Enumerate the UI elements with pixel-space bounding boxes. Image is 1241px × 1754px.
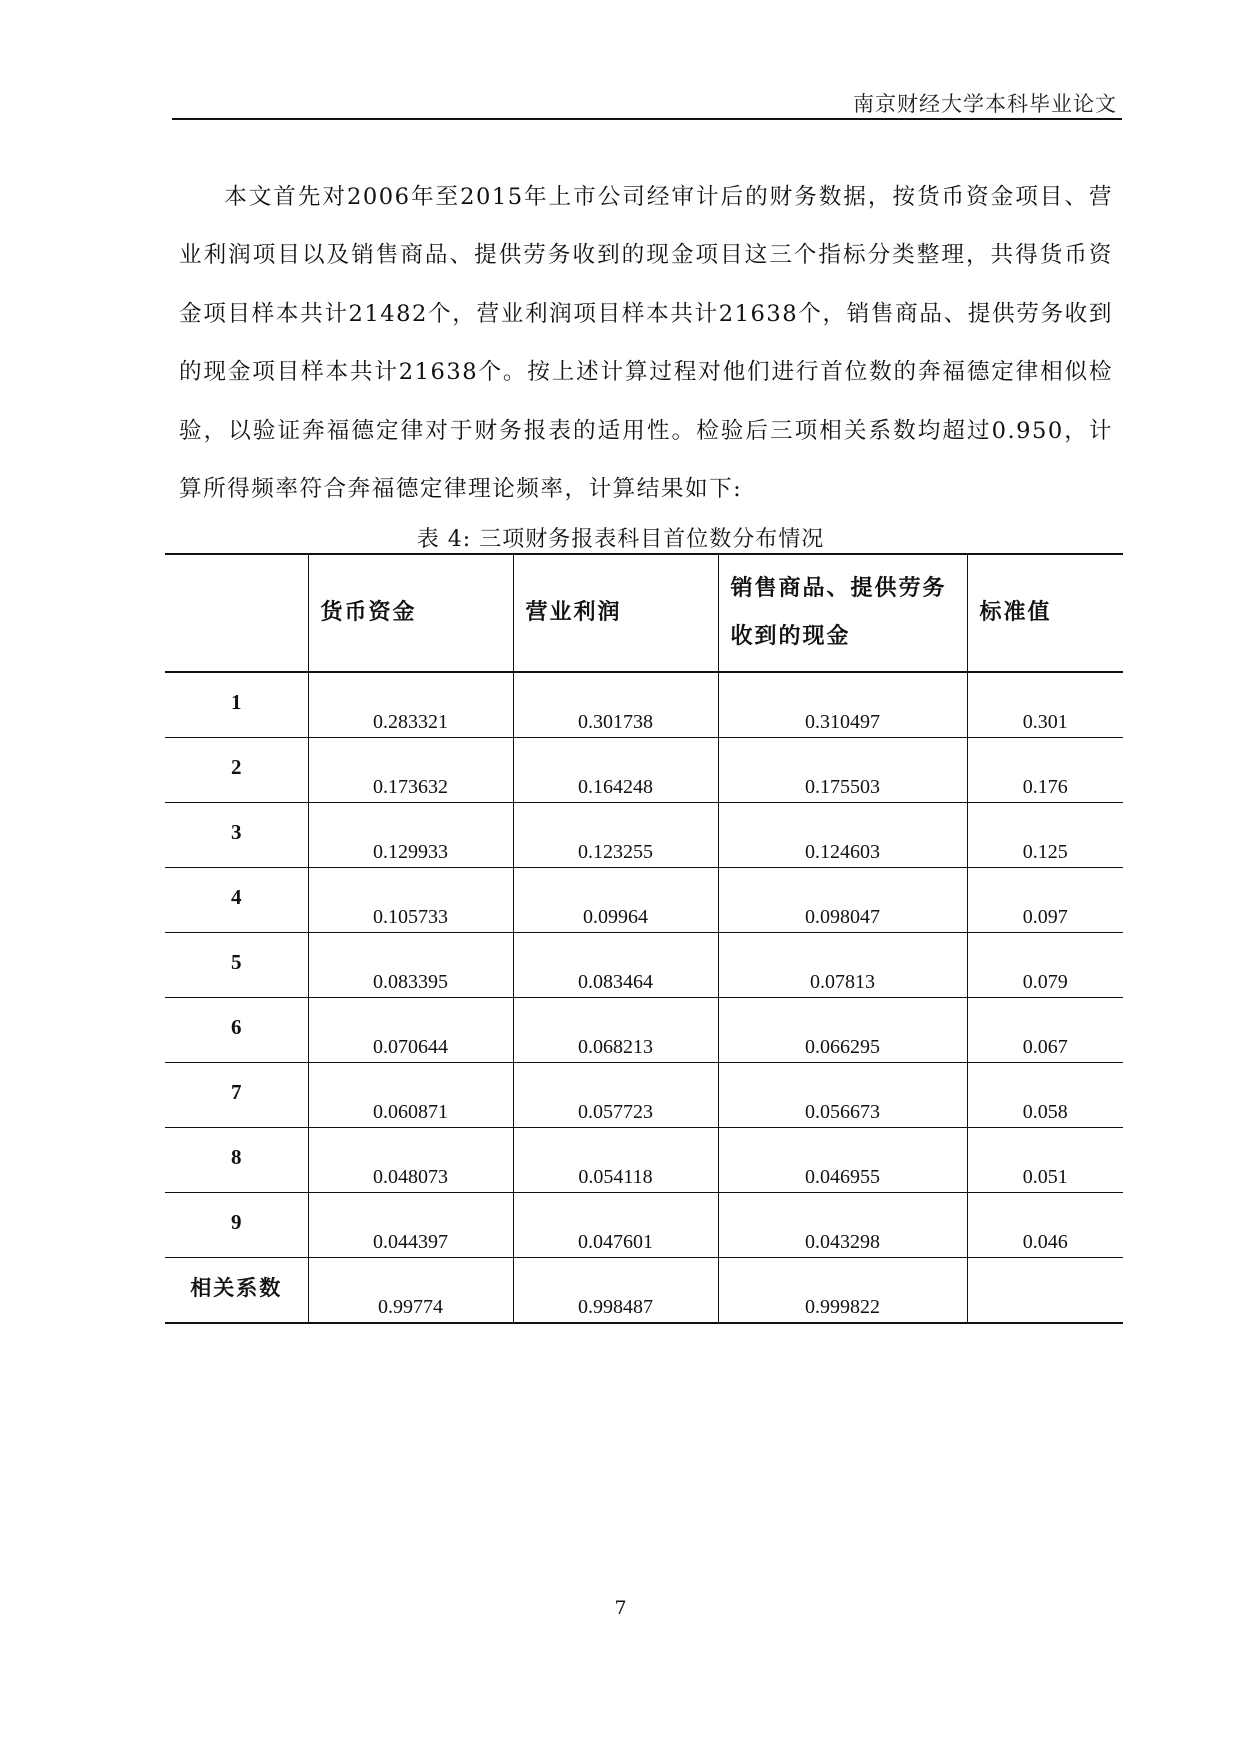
cell-operating-profit: 0.057723 (513, 1063, 718, 1128)
cell-standard: 0.301 (967, 672, 1123, 738)
row-label: 相关系数 (165, 1258, 308, 1324)
cell-sales-cash: 0.043298 (718, 1193, 967, 1258)
table-row (165, 803, 1123, 868)
cell-sales-cash: 0.056673 (718, 1063, 967, 1128)
cell-operating-profit: 0.998487 (513, 1258, 718, 1324)
cell-standard: 0.079 (967, 933, 1123, 998)
row-label: 2 (165, 738, 308, 803)
cell-sales-cash: 0.066295 (718, 998, 967, 1063)
cell-operating-profit: 0.068213 (513, 998, 718, 1063)
cell-sales-cash: 0.310497 (718, 672, 967, 738)
table-row (165, 1063, 1123, 1128)
cell-cash: 0.99774 (308, 1258, 513, 1324)
row-label: 7 (165, 1063, 308, 1128)
row-label: 6 (165, 998, 308, 1063)
cell-sales-cash: 0.046955 (718, 1128, 967, 1193)
row-label: 1 (165, 672, 308, 738)
header-cell-empty (165, 554, 308, 672)
cell-operating-profit: 0.123255 (513, 803, 718, 868)
cell-standard: 0.051 (967, 1128, 1123, 1193)
row-label: 3 (165, 803, 308, 868)
header-rule (172, 118, 1122, 120)
cell-cash: 0.173632 (308, 738, 513, 803)
header-cell-operating-profit: 营业利润 (513, 554, 718, 672)
body-paragraph: 本文首先对2006年至2015年上市公司经审计后的财务数据，按货币资金项目、营业利润项目以及销售商品、提供劳务收到的现金项目这三个指标分类整理，共得货币资金项目样本共计21482个，营业利润项目样本共计21638个，销售商品、提供劳务收到的现金项目样本共计21638个。按上述计算过程对他们进行首位数的奔福德定律相似检验，以验证奔福德定律对于财务报表的适用性。检验后三项相关系数均超过0.950，计算所得频率符合奔福德定律理论频率，计算结果如下: (179, 184, 1113, 503)
cell-cash: 0.060871 (308, 1063, 513, 1128)
cell-standard (967, 1258, 1123, 1324)
cell-cash: 0.105733 (308, 868, 513, 933)
cell-operating-profit: 0.054118 (513, 1128, 718, 1193)
cell-cash: 0.044397 (308, 1193, 513, 1258)
cell-operating-profit: 0.047601 (513, 1193, 718, 1258)
table-row (165, 868, 1123, 933)
row-label: 4 (165, 868, 308, 933)
table-row (165, 1128, 1123, 1193)
cell-sales-cash: 0.175503 (718, 738, 967, 803)
table-body (165, 672, 1123, 1323)
cell-sales-cash: 0.098047 (718, 868, 967, 933)
table-row (165, 1258, 1123, 1324)
table-header-row (165, 554, 1123, 672)
cell-standard: 0.125 (967, 803, 1123, 868)
cell-cash: 0.070644 (308, 998, 513, 1063)
row-label: 8 (165, 1128, 308, 1193)
cell-sales-cash: 0.124603 (718, 803, 967, 868)
cell-cash: 0.083395 (308, 933, 513, 998)
first-digit-distribution-table (165, 553, 1123, 1324)
table-row (165, 998, 1123, 1063)
header-cell-cash: 货币资金 (308, 554, 513, 672)
page-number: 7 (614, 1597, 627, 1619)
cell-cash: 0.048073 (308, 1128, 513, 1193)
cell-standard: 0.176 (967, 738, 1123, 803)
row-label: 9 (165, 1193, 308, 1258)
table-row (165, 738, 1123, 803)
table-caption: 表 4: 三项财务报表科目首位数分布情况 (416, 527, 825, 552)
cell-standard: 0.067 (967, 998, 1123, 1063)
table-row (165, 672, 1123, 738)
running-header-title: 南京财经大学本科毕业论文 (853, 92, 1117, 116)
cell-operating-profit: 0.083464 (513, 933, 718, 998)
row-label: 5 (165, 933, 308, 998)
cell-standard: 0.058 (967, 1063, 1123, 1128)
cell-cash: 0.129933 (308, 803, 513, 868)
cell-sales-cash: 0.07813 (718, 933, 967, 998)
cell-operating-profit: 0.301738 (513, 672, 718, 738)
header-cell-sales-cash: 销售商品、提供劳务收到的现金 (718, 554, 967, 672)
table-row (165, 933, 1123, 998)
cell-operating-profit: 0.09964 (513, 868, 718, 933)
cell-standard: 0.097 (967, 868, 1123, 933)
cell-cash: 0.283321 (308, 672, 513, 738)
cell-standard: 0.046 (967, 1193, 1123, 1258)
cell-sales-cash: 0.999822 (718, 1258, 967, 1324)
cell-operating-profit: 0.164248 (513, 738, 718, 803)
table-row (165, 1193, 1123, 1258)
header-cell-standard: 标准值 (967, 554, 1123, 672)
